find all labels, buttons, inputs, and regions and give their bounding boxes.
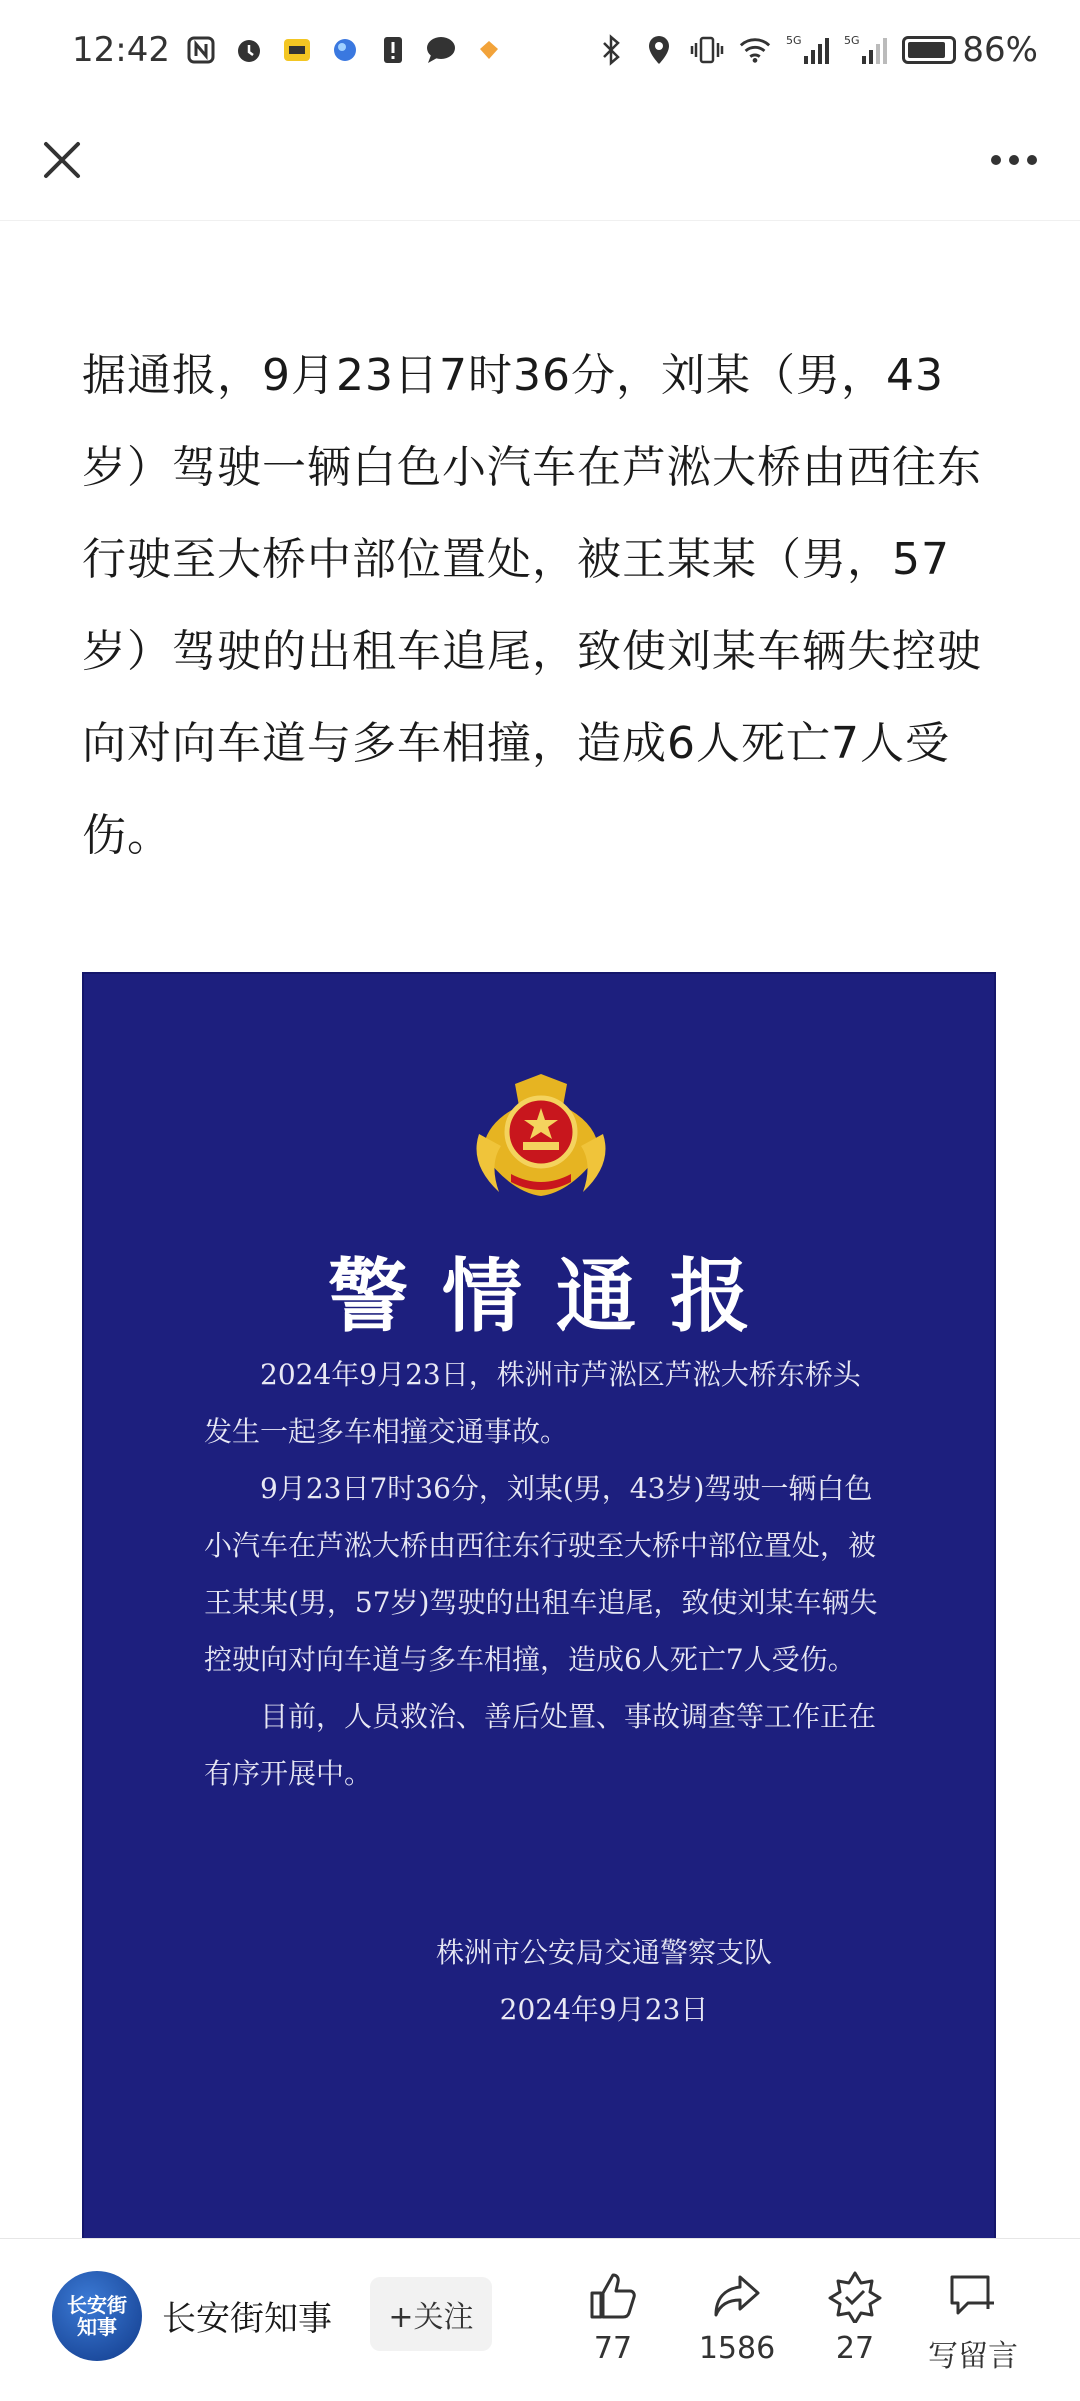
like-button[interactable]	[548, 2269, 678, 2366]
notice-title: 警情通报	[328, 1250, 784, 1343]
status-bar	[0, 0, 1080, 100]
comment-icon	[946, 2269, 1000, 2323]
favorite-icon	[828, 2269, 882, 2323]
comment-button[interactable]	[908, 2269, 1038, 2375]
vibrate-icon	[690, 33, 724, 67]
location-icon	[642, 33, 676, 67]
avatar-text-line: 知事	[77, 2315, 117, 2339]
nfc-icon	[184, 33, 218, 67]
police-emblem-icon	[459, 1054, 623, 1204]
signal-5g-icon-1	[786, 33, 830, 67]
battery-icon	[902, 36, 956, 64]
police-notice-image[interactable]	[82, 972, 996, 2242]
app-notification-icon	[280, 33, 314, 67]
notice-signature	[384, 1924, 824, 2038]
status-time: 12:42	[72, 30, 170, 70]
cloud-app-icon	[472, 33, 506, 67]
signal-5g-icon-2	[844, 33, 888, 67]
top-nav	[0, 100, 1080, 221]
notice-paragraph: 2024年9月23日，株洲市芦淞区芦淞大桥东桥头发生一起多车相撞交通事故。	[204, 1358, 861, 1448]
wifi-icon	[738, 33, 772, 67]
status-right	[594, 30, 1038, 70]
favorite-button[interactable]	[790, 2269, 920, 2366]
share-button[interactable]	[672, 2269, 802, 2366]
battery-percent: 86%	[962, 30, 1038, 70]
svg-text:5G: 5G	[786, 34, 802, 47]
article-paragraph: 据通报，9月23日7时36分，刘某（男，43岁）驾驶一辆白色小汽车在芦淞大桥由西往东行驶至大桥中部位置处，被王某某（男，57岁）驾驶的出租车追尾，致使刘某车辆失控驶向对向车道与多车相撞，造成6人死亡7人受伤。	[82, 350, 982, 861]
favorite-count: 27	[835, 2331, 875, 2366]
avatar-text-line: 长安街	[67, 2293, 127, 2317]
bottom-action-bar	[0, 2238, 1080, 2401]
notice-paragraph: 目前，人员救治、善后处置、事故调查等工作正在有序开展中。	[204, 1700, 877, 1790]
follow-button[interactable]: +关注	[370, 2277, 492, 2351]
notice-date: 2024年9月23日	[499, 1993, 709, 2026]
account-name[interactable]: 长安街知事	[162, 2299, 332, 2339]
battery-indicator	[902, 30, 1038, 70]
alert-icon	[376, 33, 410, 67]
bluetooth-icon	[594, 33, 628, 67]
alarm-icon	[232, 33, 266, 67]
status-left	[72, 30, 506, 70]
notice-issuer: 株洲市公安局交通警察支队	[435, 1936, 772, 1969]
close-button[interactable]	[30, 128, 94, 192]
thumb-up-icon	[586, 2269, 640, 2323]
share-icon	[710, 2269, 764, 2323]
comment-label: 写留言	[928, 2339, 1018, 2374]
svg-text:5G: 5G	[844, 34, 860, 47]
notice-paragraph: 9月23日7时36分，刘某(男，43岁)驾驶一辆白色小汽车在芦淞大桥由西往东行驶至大桥中部位置处，被王某某(男，57岁)驾驶的出租车追尾，致使刘某车辆失控驶向对向车道与多车相撞，造成6人死亡7人受伤。	[204, 1472, 878, 1676]
notice-body	[204, 1346, 884, 1802]
more-horizontal-icon	[978, 128, 1050, 192]
share-count: 1586	[698, 2331, 776, 2366]
like-count: 77	[593, 2331, 633, 2366]
close-icon	[30, 128, 94, 192]
avatar[interactable]	[52, 2271, 142, 2361]
message-icon	[424, 33, 458, 67]
more-options-button[interactable]	[978, 128, 1050, 192]
browser-app-icon	[328, 33, 362, 67]
